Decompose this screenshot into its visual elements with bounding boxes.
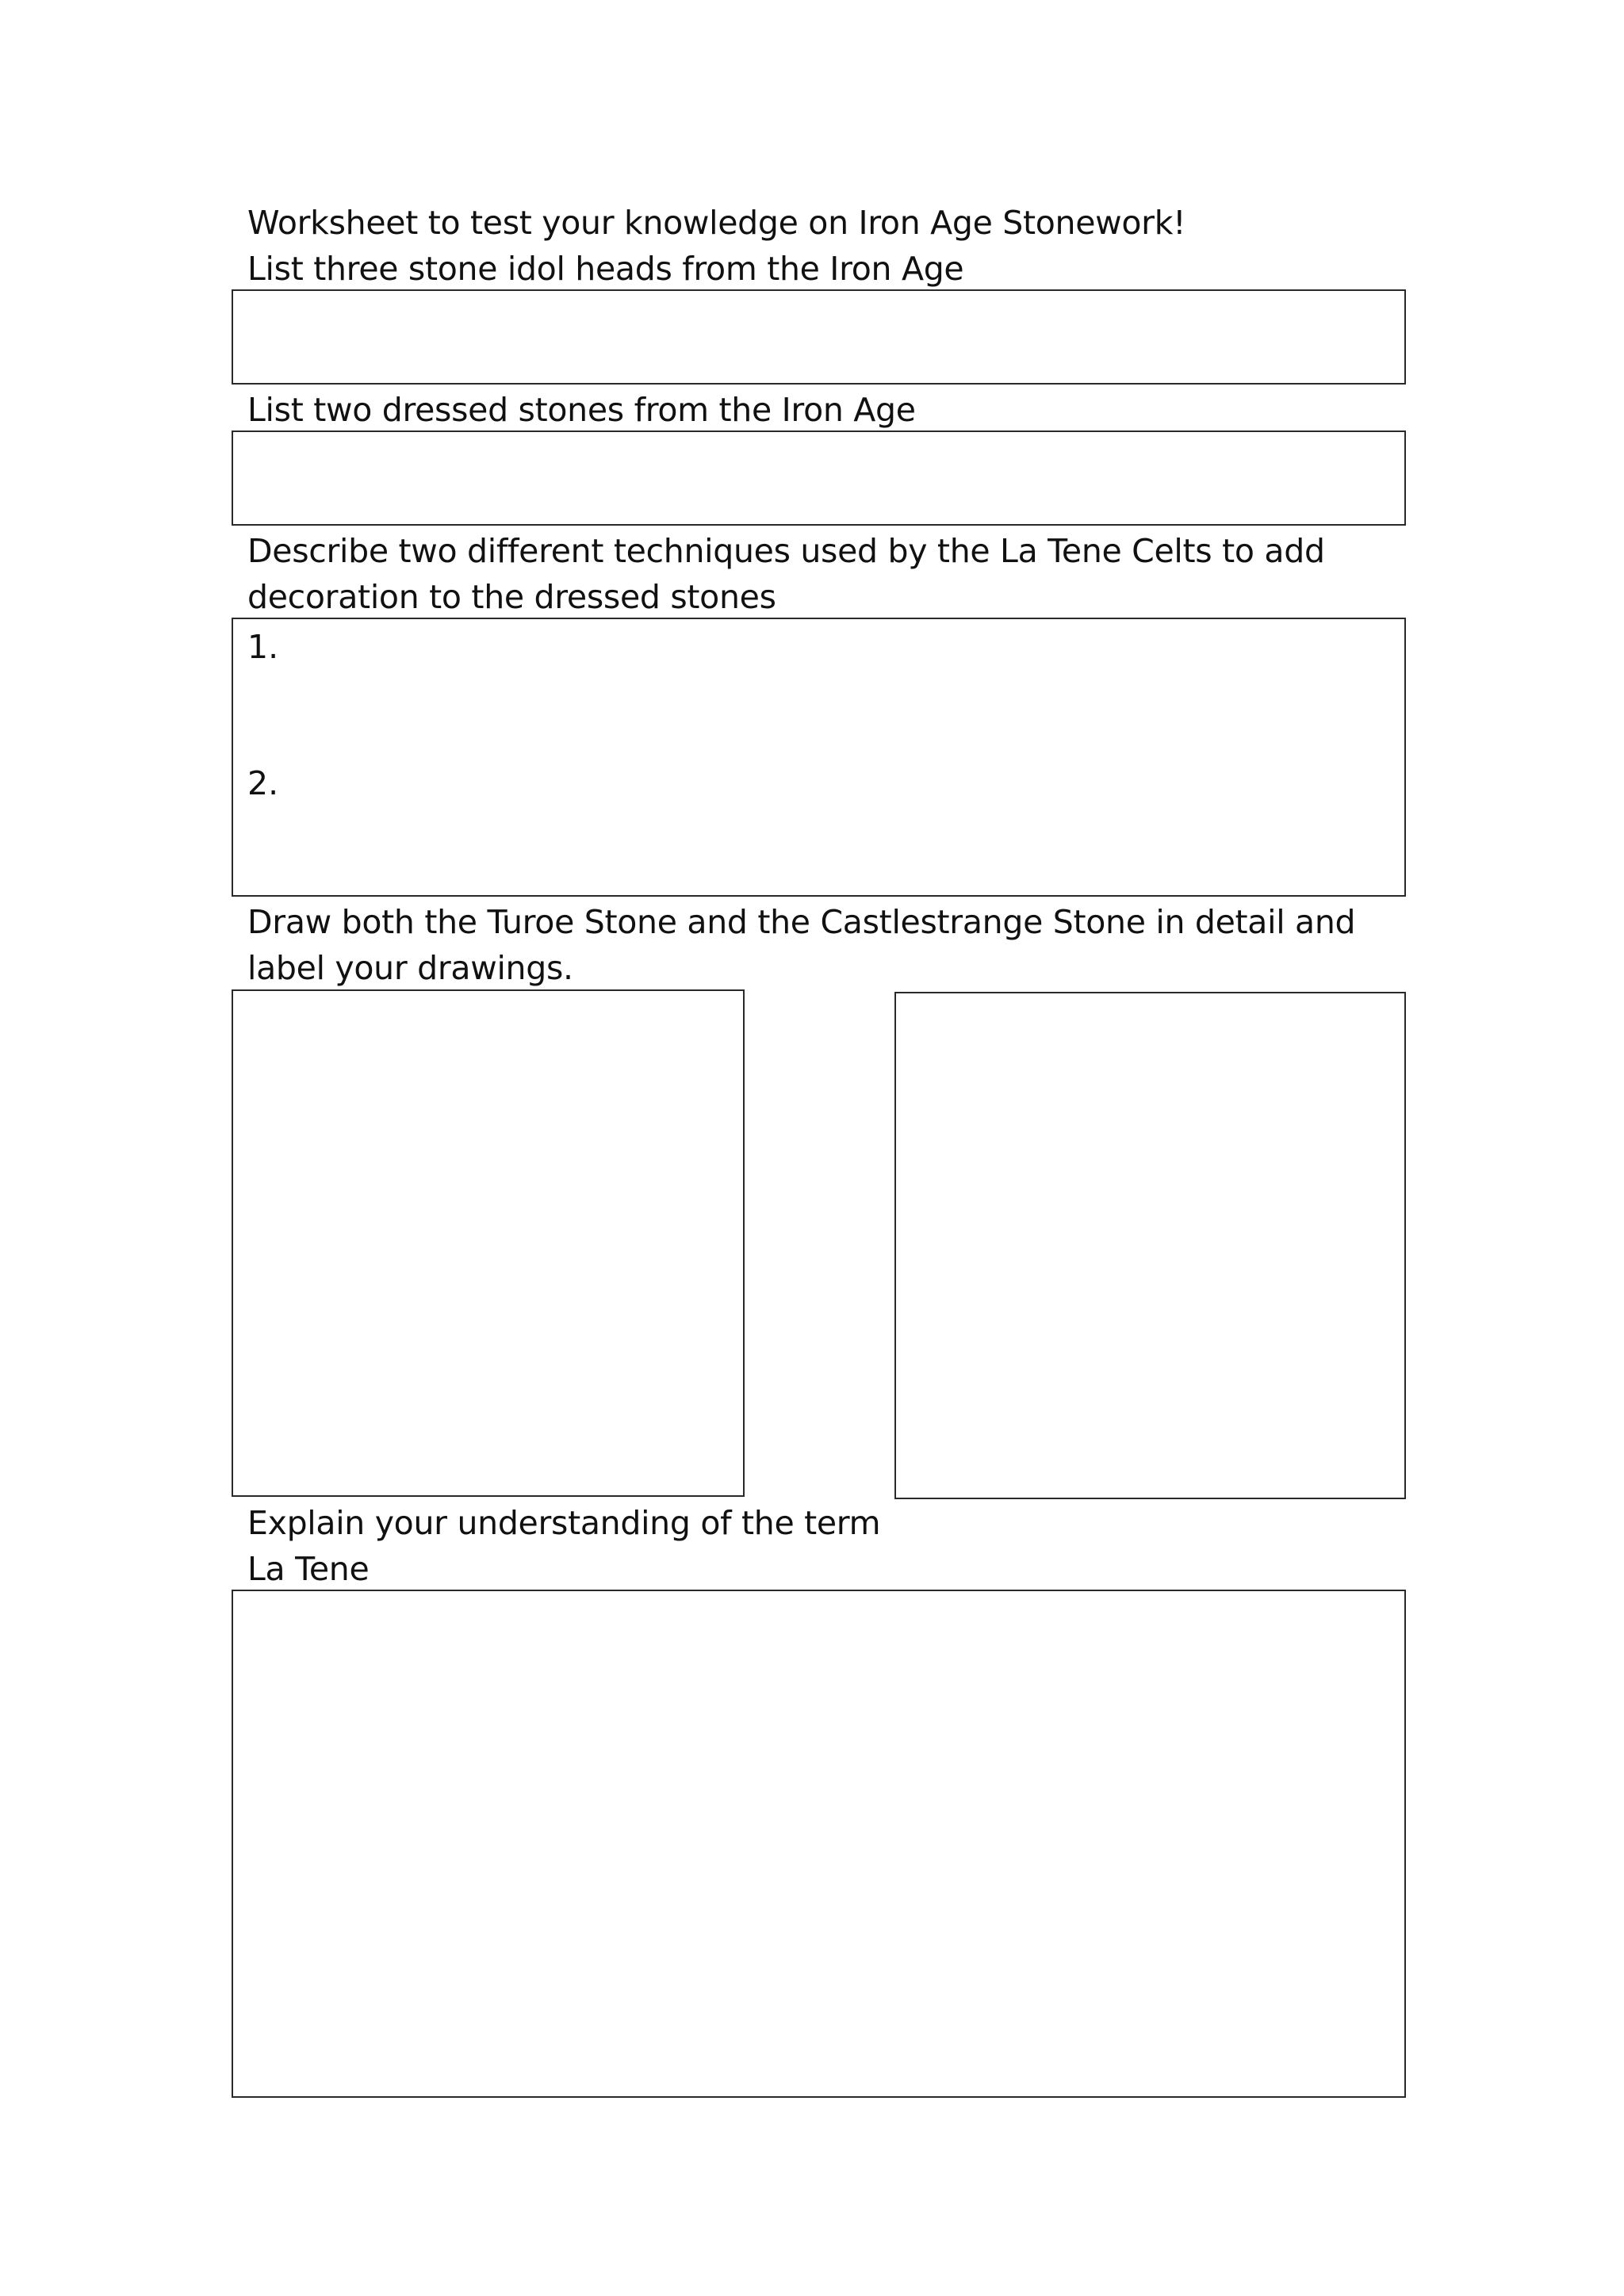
answer-item-2-label: 2. — [247, 764, 279, 802]
drawing-box-castlestrange-stone[interactable] — [894, 992, 1406, 1499]
answer-box-3[interactable] — [232, 618, 1406, 897]
question-1-prompt: List three stone idol heads from the Iron Age — [247, 250, 964, 288]
question-4-prompt-line2: label your drawings. — [247, 949, 573, 987]
answer-box-5[interactable] — [232, 1590, 1406, 2098]
question-3-prompt-line1: Describe two different techniques used by the La Tene Celts to add — [247, 532, 1325, 570]
question-5-prompt-line1: Explain your understanding of the term — [247, 1504, 881, 1542]
answer-box-2[interactable] — [232, 430, 1406, 526]
drawing-box-turoe-stone[interactable] — [232, 989, 745, 1497]
question-2-prompt: List two dressed stones from the Iron Age — [247, 391, 916, 429]
answer-box-1[interactable] — [232, 289, 1406, 385]
question-3-prompt-line2: decoration to the dressed stones — [247, 578, 776, 616]
question-5-prompt-line2: La Tene — [247, 1550, 370, 1588]
answer-item-1-label: 1. — [247, 628, 279, 666]
question-4-prompt-line1: Draw both the Turoe Stone and the Castlestrange Stone in detail and — [247, 903, 1356, 941]
worksheet-title: Worksheet to test your knowledge on Iron Age Stonework! — [247, 204, 1186, 242]
